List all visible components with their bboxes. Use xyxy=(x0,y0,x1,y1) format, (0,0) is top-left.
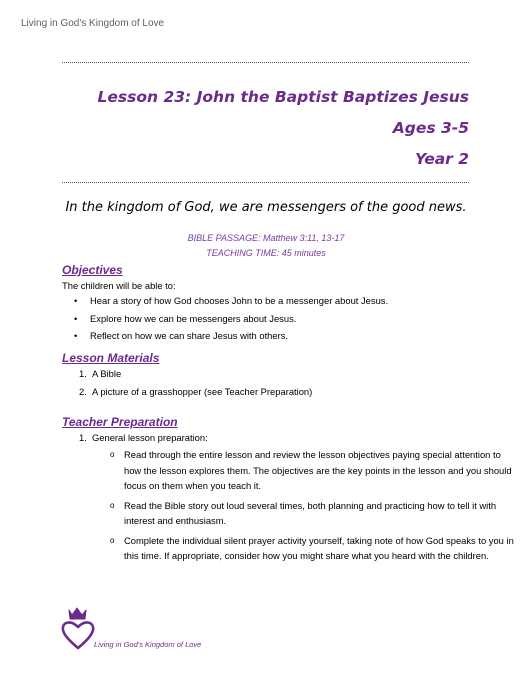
sub-list-item xyxy=(62,533,518,564)
sub-item-text: Read through the entire lesson and review the lesson objectives paying special attention to how the lesson explores them. The objectives are the key points in the lesson and you should focus on them when you teach it. xyxy=(124,449,512,491)
bible-passage: BIBLE PASSAGE: Matthew 3:11, 13-17 xyxy=(187,233,345,243)
circle-bullet: o xyxy=(110,450,115,459)
preparation-heading: Teacher Preparation xyxy=(62,415,178,429)
objectives-intro: The children will be able to: xyxy=(62,280,176,291)
item-text: General lesson preparation: xyxy=(92,432,208,443)
list-item: • Reflect on how we can share Jesus with others. xyxy=(62,330,388,342)
list-item xyxy=(62,386,312,398)
item-number: 2. xyxy=(79,385,87,397)
running-header: Living in God's Kingdom of Love xyxy=(21,18,165,29)
sub-item-text: Complete the individual silent prayer activity yourself, taking note of how God speaks to you in this time. If appropriate, consider how you might share what you heard with the children. xyxy=(124,534,514,561)
circle-bullet: o xyxy=(110,535,115,545)
item-number: 1. xyxy=(79,368,87,379)
list-item xyxy=(62,432,208,444)
circle-bullet: o xyxy=(110,500,115,510)
objectives-list xyxy=(62,295,388,348)
item-text: A picture of a grasshopper (see Teacher Preparation) xyxy=(92,385,313,397)
list-item: • Explore how we can be messengers about Jesus. xyxy=(62,313,388,325)
sub-item-text: Read the Bible story out loud several times, both planning and practicing how to tell it with interest and enthusiasm. xyxy=(124,499,497,526)
footer-text: Living in God's Kingdom of Love xyxy=(94,640,202,649)
list-item xyxy=(62,368,312,380)
crown-icon xyxy=(69,608,86,619)
materials-list xyxy=(62,368,312,403)
list-item: • Hear a story of how God chooses John to be a messenger about Jesus. xyxy=(62,295,388,307)
title-divider xyxy=(62,182,469,183)
item-number: 1. xyxy=(79,432,87,443)
year-label: Year 2 xyxy=(414,150,469,168)
top-divider xyxy=(62,62,469,63)
preparation-sublist xyxy=(62,447,518,568)
objectives-heading: Objectives xyxy=(62,263,123,277)
item-text: A Bible xyxy=(92,368,122,379)
heart-icon xyxy=(63,622,93,648)
lesson-theme: In the kingdom of God, we are messengers of the good news. xyxy=(65,200,467,215)
lesson-title: Lesson 23: John the Baptist Baptizes Jesus xyxy=(97,88,469,106)
crown-heart-logo xyxy=(60,604,96,652)
sub-list-item xyxy=(62,447,518,494)
sub-list-item xyxy=(62,498,518,529)
age-range: Ages 3-5 xyxy=(392,119,469,137)
materials-heading: Lesson Materials xyxy=(62,351,160,365)
teaching-time: TEACHING TIME: 45 minutes xyxy=(206,248,326,258)
